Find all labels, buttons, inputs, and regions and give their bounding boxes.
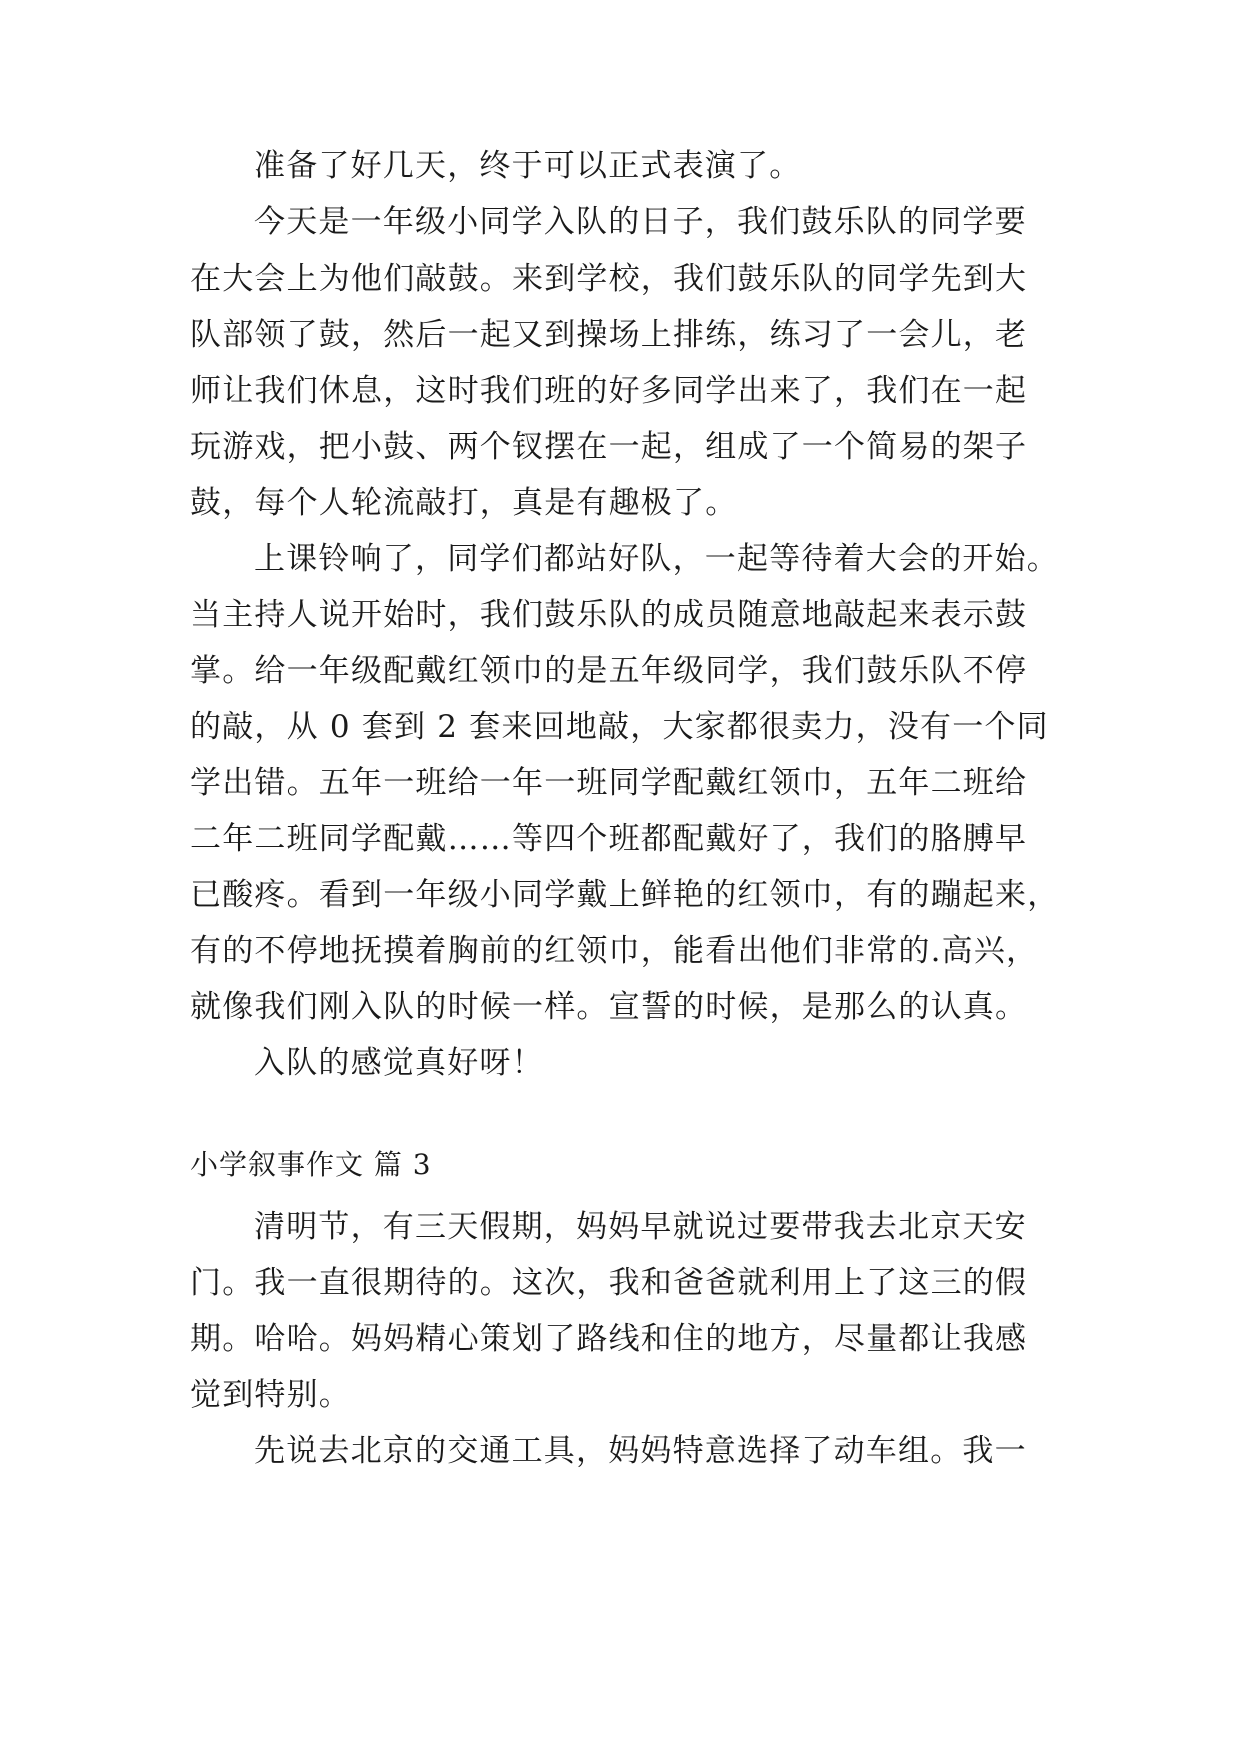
section-heading: 小学叙事作文 篇 3: [190, 1148, 432, 1181]
paragraph-line: 门。我一直很期待的。这次，我和爸爸就利用上了这三的假: [190, 1265, 1028, 1301]
paragraph-line: 清明节，有三天假期，妈妈早就说过要带我去北京天安: [254, 1209, 1027, 1245]
paragraph-line: 觉到特别。: [190, 1377, 351, 1413]
paragraph-line: 师让我们休息，这时我们班的好多同学出来了，我们在一起: [190, 373, 1028, 409]
paragraph-line: 今天是一年级小同学入队的日子，我们鼓乐队的同学要: [254, 204, 1027, 240]
paragraph-line: 先说去北京的交通工具，妈妈特意选择了动车组。我一: [254, 1433, 1027, 1469]
paragraph-line: 就像我们刚入队的时候一样。宣誓的时候，是那么的认真。: [190, 989, 1028, 1025]
paragraph-line: 学出错。五年一班给一年一班同学配戴红领巾，五年二班给: [190, 765, 1028, 801]
paragraph-line: 二年二班同学配戴……等四个班都配戴好了，我们的胳膊早: [190, 821, 1028, 857]
paragraph-line: 玩游戏，把小鼓、两个钗摆在一起，组成了一个简易的架子: [190, 429, 1028, 465]
paragraph-line: 期。哈哈。妈妈精心策划了路线和住的地方，尽量都让我感: [190, 1321, 1028, 1357]
paragraph-line: 在大会上为他们敲鼓。来到学校，我们鼓乐队的同学先到大: [190, 261, 1028, 297]
paragraph-line: 上课铃响了，同学们都站好队，一起等待着大会的开始。: [254, 541, 1059, 577]
paragraph-line: 当主持人说开始时，我们鼓乐队的成员随意地敲起来表示鼓: [190, 597, 1028, 633]
paragraph-line: 入队的感觉真好呀！: [254, 1045, 544, 1081]
paragraph-line: 有的不停地抚摸着胸前的红领巾，能看出他们非常的.高兴，: [190, 933, 1039, 969]
paragraph-line: 队部领了鼓，然后一起又到操场上排练，练习了一会儿，老: [190, 317, 1028, 353]
paragraph-line: 已酸疼。看到一年级小同学戴上鲜艳的红领巾，有的蹦起来，: [190, 877, 1060, 913]
paragraph-line: 鼓，每个人轮流敲打，真是有趣极了。: [190, 485, 738, 521]
paragraph-line: 准备了好几天，终于可以正式表演了。: [254, 148, 802, 184]
paragraph-line: 的敲，从 0 套到 2 套来回地敲，大家都很卖力，没有一个同: [190, 709, 1049, 745]
paragraph-line: 掌。给一年级配戴红领巾的是五年级同学，我们鼓乐队不停: [190, 653, 1028, 689]
